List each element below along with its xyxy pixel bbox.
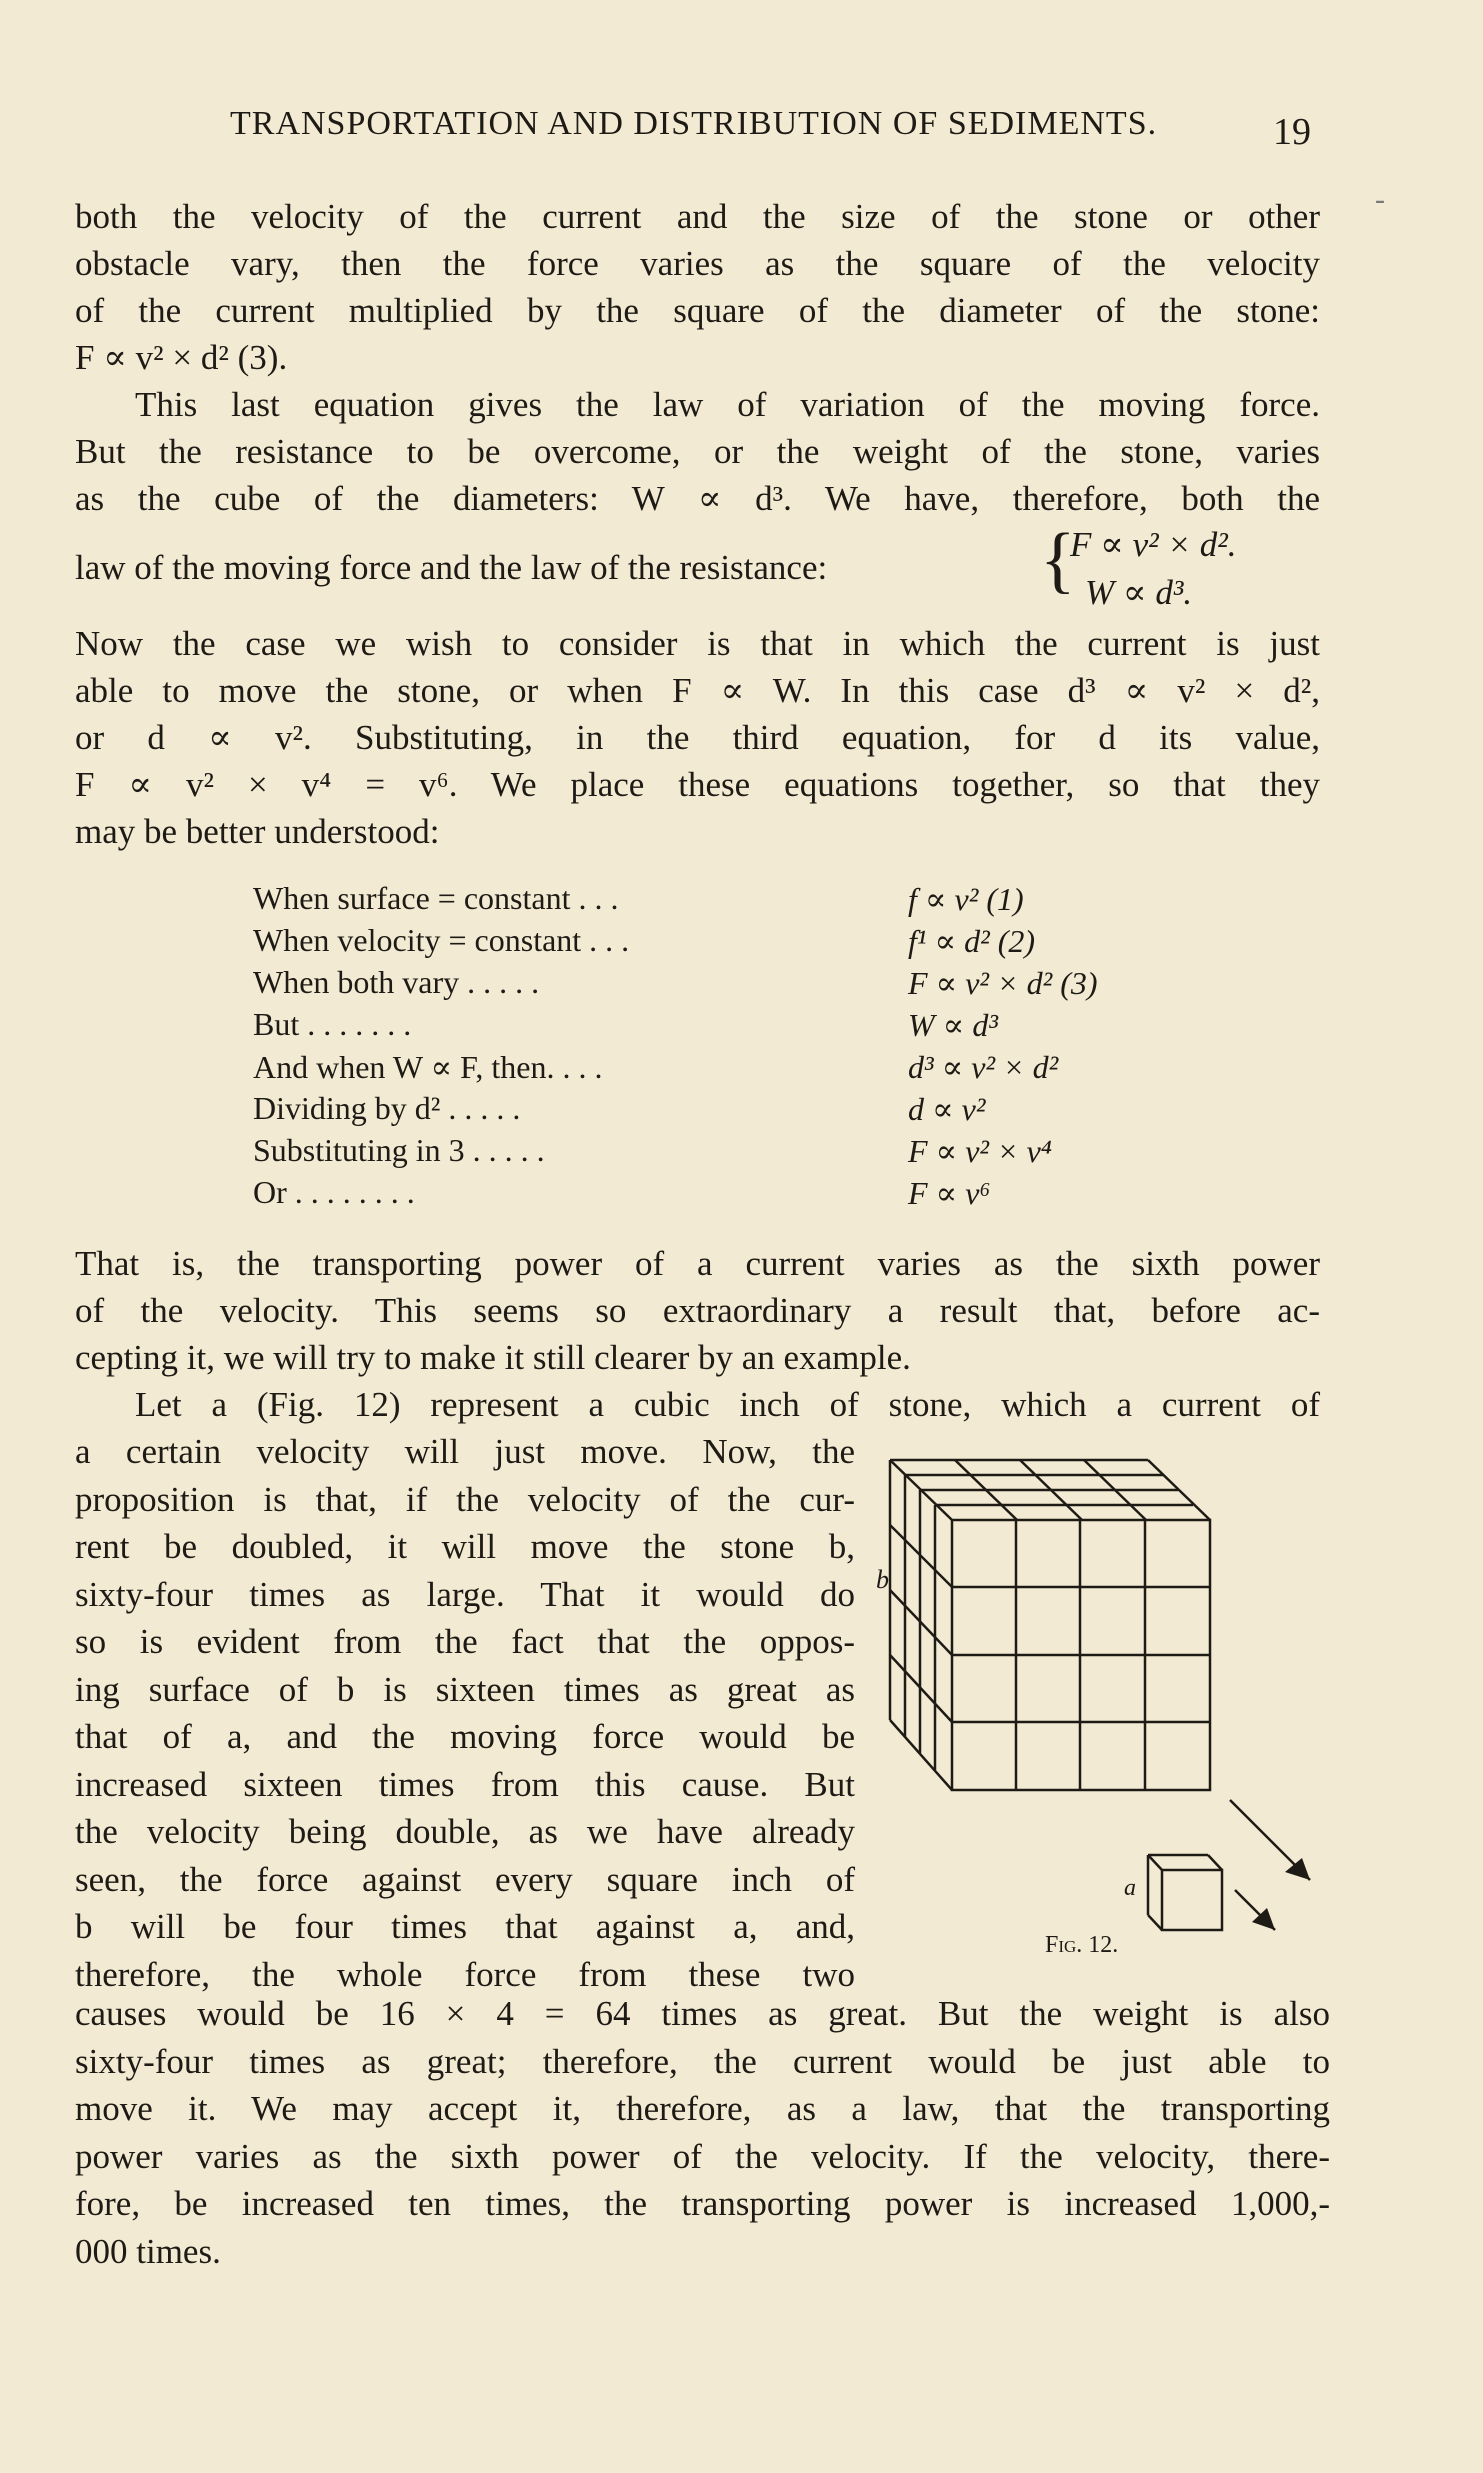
label-b: b [876, 1565, 889, 1594]
text-line: ing surface of b is sixteen times as great as [75, 1669, 855, 1709]
text-line: rent be doubled, it will move the stone b, [75, 1527, 855, 1566]
text-line: or d ∝ v². Substituting, in the third equation, for d its value, [75, 718, 1320, 757]
figure-12-cubes [876, 1440, 1330, 1960]
table-label: When surface = constant . . . [253, 880, 619, 916]
text-line: therefore, the whole force from these two [75, 1954, 855, 1994]
table-equation: d³ ∝ v² × d² [908, 1049, 1059, 1085]
table-equation: W ∝ d³ [908, 1007, 998, 1043]
text-line: so is evident from the fact that the oppos- [75, 1622, 855, 1661]
figure-caption: Fig. 12. [1045, 1932, 1119, 1958]
text-line: obstacle vary, then the force varies as the square of the velocity [75, 244, 1320, 283]
text-line: F ∝ v² × d² (3). [75, 338, 288, 377]
text-line: causes would be 16 × 4 = 64 times as great. But the weight is also [75, 1994, 1330, 2033]
text-line: of the velocity. This seems so extraordinary a result that, before ac- [75, 1291, 1320, 1330]
table-label: When both vary . . . . . [253, 964, 540, 1000]
text-line: of the current multiplied by the square of the diameter of the stone: [75, 291, 1320, 330]
paragraph-3 [75, 620, 1320, 855]
table-label: But . . . . . . . [253, 1006, 412, 1042]
text-line: increased sixteen times from this cause. But [75, 1764, 855, 1804]
text-line: that of a, and the moving force would be [75, 1717, 855, 1756]
text-line: F ∝ v² × v⁴ = v⁶. We place these equations together, so that they [75, 765, 1320, 804]
text-line: may be better understood: [75, 812, 440, 851]
table-label: And when W ∝ F, then. . . . [253, 1049, 603, 1085]
text-line: fore, be increased ten times, the transporting power is increased 1,000,- [75, 2184, 1330, 2223]
label-a: a [1124, 1875, 1136, 1901]
text-line: a certain velocity will just move. Now, the [75, 1432, 855, 1471]
text-line: able to move the stone, or when F ∝ W. In this case d³ ∝ v² × d², [75, 671, 1320, 710]
text-line: This last equation gives the law of variation of the moving force. [135, 385, 1320, 424]
table-equation: f¹ ∝ d² (2) [908, 923, 1036, 959]
margin-mark: - [1375, 183, 1385, 216]
paragraph-4 [75, 1240, 1320, 1428]
table-equation: F ∝ v² × v⁴ [908, 1133, 1052, 1169]
table-equation: F ∝ v⁶ [908, 1175, 991, 1211]
law-equation-weight: W ∝ d³. [1085, 573, 1193, 612]
table-equation: d ∝ v² [908, 1091, 986, 1127]
text-line: the velocity being double, as we have already [75, 1812, 855, 1851]
paragraph-2 [75, 381, 1320, 522]
table-label: Or . . . . . . . . [253, 1174, 415, 1210]
text-line: But the resistance to be overcome, or the weight of the stone, varies [75, 432, 1320, 471]
text-line: sixty-four times as large. That it would do [75, 1574, 855, 1614]
text-line: proposition is that, if the velocity of the cur- [75, 1479, 855, 1519]
text-line: b will be four times that against a, and, [75, 1907, 855, 1946]
paragraph-1 [75, 193, 1320, 381]
brace: { [1040, 519, 1076, 601]
text-line: Now the case we wish to consider is that in which the current is just [75, 624, 1320, 663]
text-line: sixty-four times as great; therefore, the current would be just able to [75, 2041, 1330, 2081]
arrow-head-large [1285, 1858, 1310, 1880]
table-label: When velocity = constant . . . [253, 922, 630, 958]
text-line: Let a (Fig. 12) represent a cubic inch of stone, which a current of [135, 1385, 1320, 1424]
law-equation-force: F ∝ v² × d². [1070, 525, 1237, 564]
text-line: cepting it, we will try to make it still clearer by an example. [75, 1338, 911, 1377]
paragraph-5-tail [75, 1990, 1330, 2275]
running-title: TRANSPORTATION AND DISTRIBUTION OF SEDIMENTS. [230, 105, 1158, 142]
small-cube-front [1162, 1870, 1222, 1930]
table-equation: F ∝ v² × d² (3) [908, 965, 1098, 1001]
page-number: 19 [1273, 111, 1311, 153]
text-line: as the cube of the diameters: W ∝ d³. We have, therefore, both the [75, 479, 1320, 518]
text-line: 000 times. [75, 2231, 221, 2271]
paragraph-5-wrapped [75, 1428, 855, 1998]
text-line: power varies as the sixth power of the velocity. If the velocity, there- [75, 2136, 1330, 2176]
text-line: seen, the force against every square inch of [75, 1859, 855, 1899]
table-label: Substituting in 3 . . . . . [253, 1132, 545, 1168]
text-line: That is, the transporting power of a current varies as the sixth power [75, 1244, 1320, 1283]
table-equation: f ∝ v² (1) [908, 881, 1024, 917]
text-line: both the velocity of the current and the size of the stone or other [75, 197, 1320, 236]
text-line: move it. We may accept it, therefore, as a law, that the transporting [75, 2089, 1330, 2128]
law-line: law of the moving force and the law of the resistance: [75, 548, 828, 587]
table-label: Dividing by d² . . . . . [253, 1090, 521, 1126]
